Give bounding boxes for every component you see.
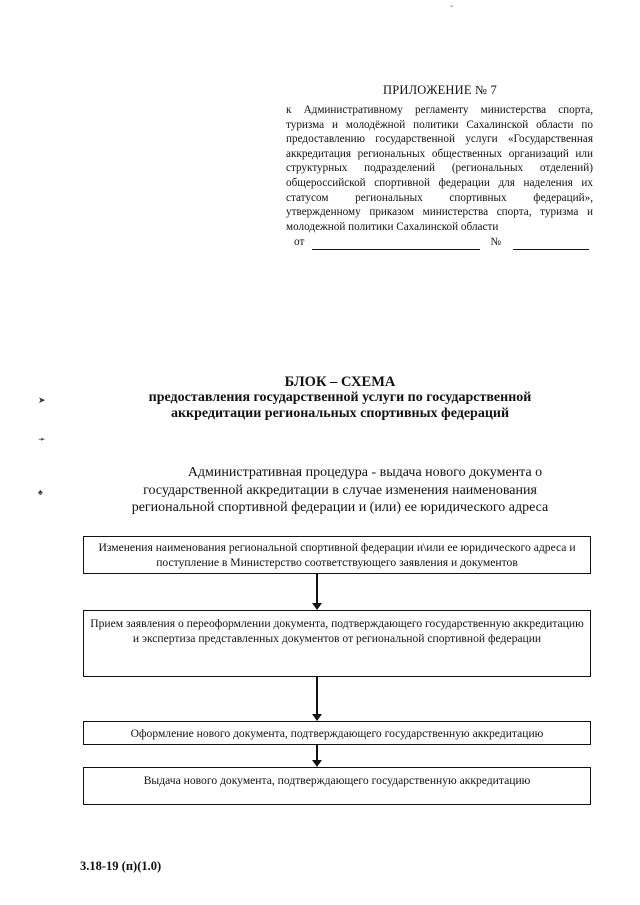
flow-arrow-1 — [316, 574, 318, 604]
appendix-block — [286, 103, 593, 250]
procedure-line1: Административная процедура - выдача нового документа о — [187, 465, 543, 480]
flow-step-4: Выдача нового документа, подтверждающего государственную аккредитацию — [83, 767, 591, 805]
flow-step-1: Изменения наименования региональной спортивной федерации и\или ее юридического адреса и поступление в Министерство соответствующего заявления и документов — [83, 536, 591, 574]
appendix-text: к Административному регламенту министерства спорта, туризма и молодёжной политики Сахалинской области по предоставлению государственной услуги «Государственная аккредитация региональных общественных организаций или структурных подразделений (региональных отделений) общероссийской спортивной федерации для наделения их статусом региональных спортивных федераций», утвержденному приказом министерства спорта, туризма и молодежной политики Сахалинской области — [286, 104, 593, 233]
signature-row — [286, 235, 593, 250]
scan-mark-left-3: ♠ — [38, 487, 43, 497]
scheme-heading — [120, 374, 560, 422]
procedure-line3: региональной спортивной федерации и (или) ее юридического адреса — [131, 500, 549, 515]
scheme-subtitle-line1: предоставления государственной услуги по государственной — [148, 390, 532, 405]
number-line — [513, 238, 589, 250]
flow-arrow-2 — [316, 677, 318, 715]
appendix-title: ПРИЛОЖЕНИЕ № 7 — [383, 83, 497, 97]
flow-step-3: Оформление нового документа, подтверждающего государственную аккредитацию — [83, 721, 591, 745]
date-line — [312, 238, 480, 250]
scan-mark-left-2: ➛ — [38, 434, 46, 444]
number-label: № — [490, 236, 502, 249]
scan-mark-top: ˘ — [450, 4, 453, 14]
from-label: от — [294, 236, 305, 249]
document-code: 3.18-19 (п)(1.0) — [80, 859, 162, 873]
scheme-title: БЛОК – СХЕМА — [284, 374, 396, 390]
scan-mark-left-1: ➤ — [38, 395, 46, 405]
flow-step-2: Прием заявления о переоформлении документа, подтверждающего государственную аккредитацию и экспертиза представленных документов от региональной спортивной федерации — [83, 610, 591, 677]
scheme-subtitle-line2: аккредитации региональных спортивных федераций — [170, 406, 510, 421]
flow-arrow-3 — [316, 745, 318, 761]
procedure-line2: государственной аккредитации в случае изменения наименования — [143, 482, 537, 498]
procedure-description — [100, 464, 580, 517]
